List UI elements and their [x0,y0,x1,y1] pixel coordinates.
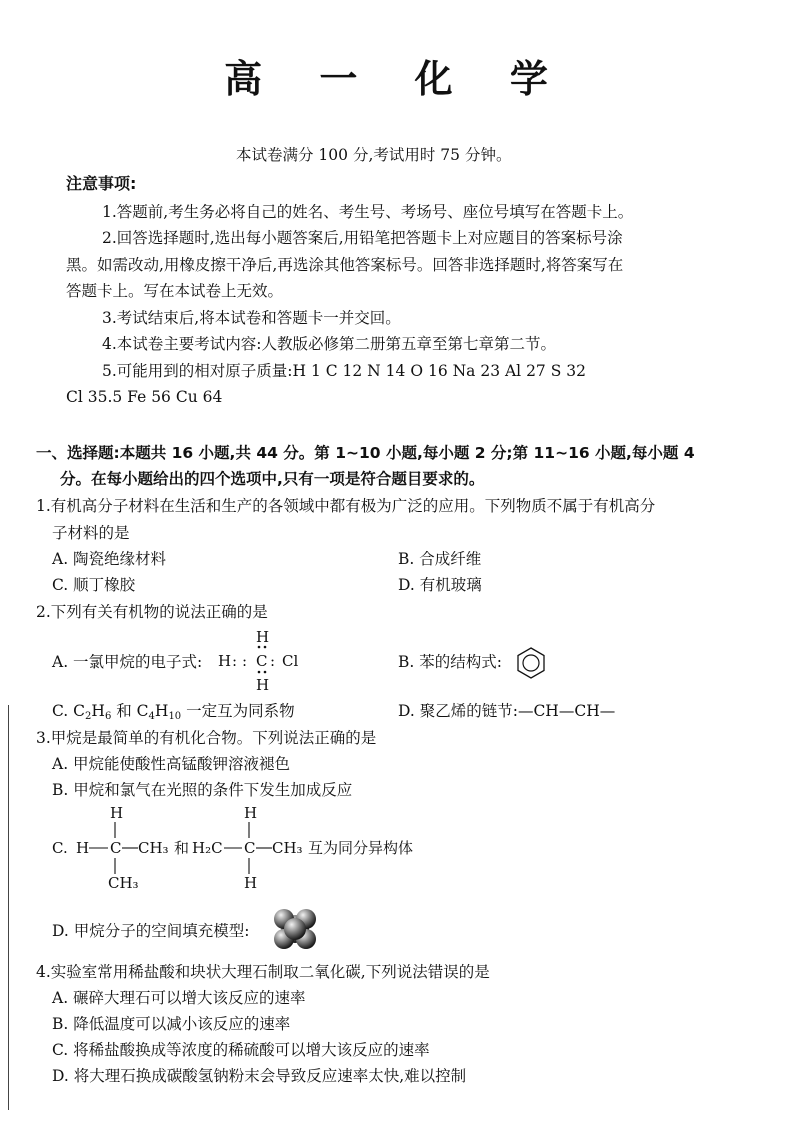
notice-item-4: 4.本试卷主要考试内容:人教版必修第二册第五章至第七章第二节。 [102,335,557,353]
notice-item-3: 3.考试结束后,将本试卷和答题卡一并交回。 [102,309,401,327]
chloromethane-electron-formula [212,624,322,696]
benzene-structure-icon [514,646,548,680]
struct1-c: C [110,839,122,857]
q1-option-d: D. 有机玻璃 [398,576,482,594]
struct2-h-top: H [244,804,258,822]
q4-option-c: C. 将稀盐酸换成等浓度的稀硫酸可以增大该反应的速率 [52,1041,430,1059]
methane-space-filling-model-icon [270,904,320,954]
electron-formula-c: C [256,652,268,670]
q1-stem-line-1: 1.有机高分子材料在生活和生产的各领域中都有极为广泛的应用。下列物质不属于有机高分 [36,497,656,515]
electron-formula-h-top: H [256,628,270,646]
exam-title: 高 一 化 学 [224,56,570,101]
struct2-ch3: CH₃ [272,839,303,857]
q3-c-suffix: 互为同分异构体 [308,839,414,857]
electron-dot [264,671,267,674]
q2-option-d: D. 聚乙烯的链节:—CH—CH— [398,702,616,720]
struct1-ch3-bottom: CH₃ [108,874,139,892]
q3-stem: 3.甲烷是最简单的有机化合物。下列说法正确的是 [36,729,377,747]
notice-item-2-line-2: 黑。如需改动,用橡皮擦干净后,再选涂其他答案标号。回答非选择题时,将答案写在 [66,256,624,274]
q3-option-a: A. 甲烷能使酸性高锰酸钾溶液褪色 [52,755,291,773]
q3-option-d: D. 甲烷分子的空间填充模型: [52,922,250,940]
section-1-header-line-2: 分。在每小题给出的四个选项中,只有一项是符合题目要求的。 [60,470,485,488]
electron-formula-colon-2: : [242,652,248,670]
struct2-h-bottom: H [244,874,258,892]
q3-option-b: B. 甲烷和氯气在光照的条件下发生加成反应 [52,781,353,799]
electron-formula-cl: Cl [282,652,299,670]
exam-info: 本试卷满分 100 分,考试用时 75 分钟。 [236,146,512,164]
q1-option-b: B. 合成纤维 [398,550,482,568]
binding-margin-line [8,705,9,1110]
q1-option-c: C. 顺丁橡胶 [52,576,136,594]
notice-item-2-line-3: 答题卡上。写在本试卷上无效。 [66,282,284,300]
electron-formula-colon-1: : [232,652,238,670]
q3-c-prefix: C. [52,839,68,857]
electron-formula-h-left: H [218,652,232,670]
struct1-h-top: H [110,804,124,822]
section-1-header-line-1: 一、选择题:本题共 16 小题,共 44 分。第 1~10 小题,每小题 2 分;第 11~16 小题,每小题 4 [36,444,695,462]
q4-option-d: D. 将大理石换成碳酸氢钠粉末会导致反应速率太快,难以控制 [52,1067,467,1085]
q1-option-a: A. 陶瓷绝缘材料 [52,550,167,568]
notice-item-1: 1.答题前,考生务必将自己的姓名、考生号、考场号、座位号填写在答题卡上。 [102,203,634,221]
electron-dot [258,671,261,674]
struct2-c: C [244,839,256,857]
notice-heading: 注意事项: [66,174,137,193]
q2-option-b: B. 苯的结构式: [398,653,502,671]
electron-formula-h-bottom: H [256,676,270,694]
electron-dot [258,646,261,649]
struct1-h-left: H [76,839,90,857]
notice-item-2-line-1: 2.回答选择题时,选出每小题答案后,用铅笔把答题卡上对应题目的答案标号涂 [102,229,623,247]
electron-formula-colon-3: : [270,652,276,670]
q2-option-c: C. $C_2H_6$ 和 $C_4H_{10}$ 一定互为同系物 [52,702,295,722]
struct2-h2c: H₂C [192,839,223,857]
q3-c-and: 和 [174,839,190,857]
q4-option-a: A. 碾碎大理石可以增大该反应的速率 [52,989,306,1007]
q2-option-a-prefix: A. 一氯甲烷的电子式: [52,653,203,671]
q3-option-c-structures [52,800,472,895]
q1-stem-line-2: 子材料的是 [52,524,130,542]
struct1-ch3-right: CH₃ [138,839,169,857]
notice-item-5-line-1: 5.可能用到的相对原子质量:H 1 C 12 N 14 O 16 Na 23 Al 27 S 32 [102,362,586,380]
notice-item-5-line-2: Cl 35.5 Fe 56 Cu 64 [66,388,223,406]
q2-stem: 2.下列有关有机物的说法正确的是 [36,603,268,621]
electron-dot [264,646,267,649]
q4-option-b: B. 降低温度可以减小该反应的速率 [52,1015,291,1033]
q4-stem: 4.实验室常用稀盐酸和块状大理石制取二氧化碳,下列说法错误的是 [36,963,490,981]
